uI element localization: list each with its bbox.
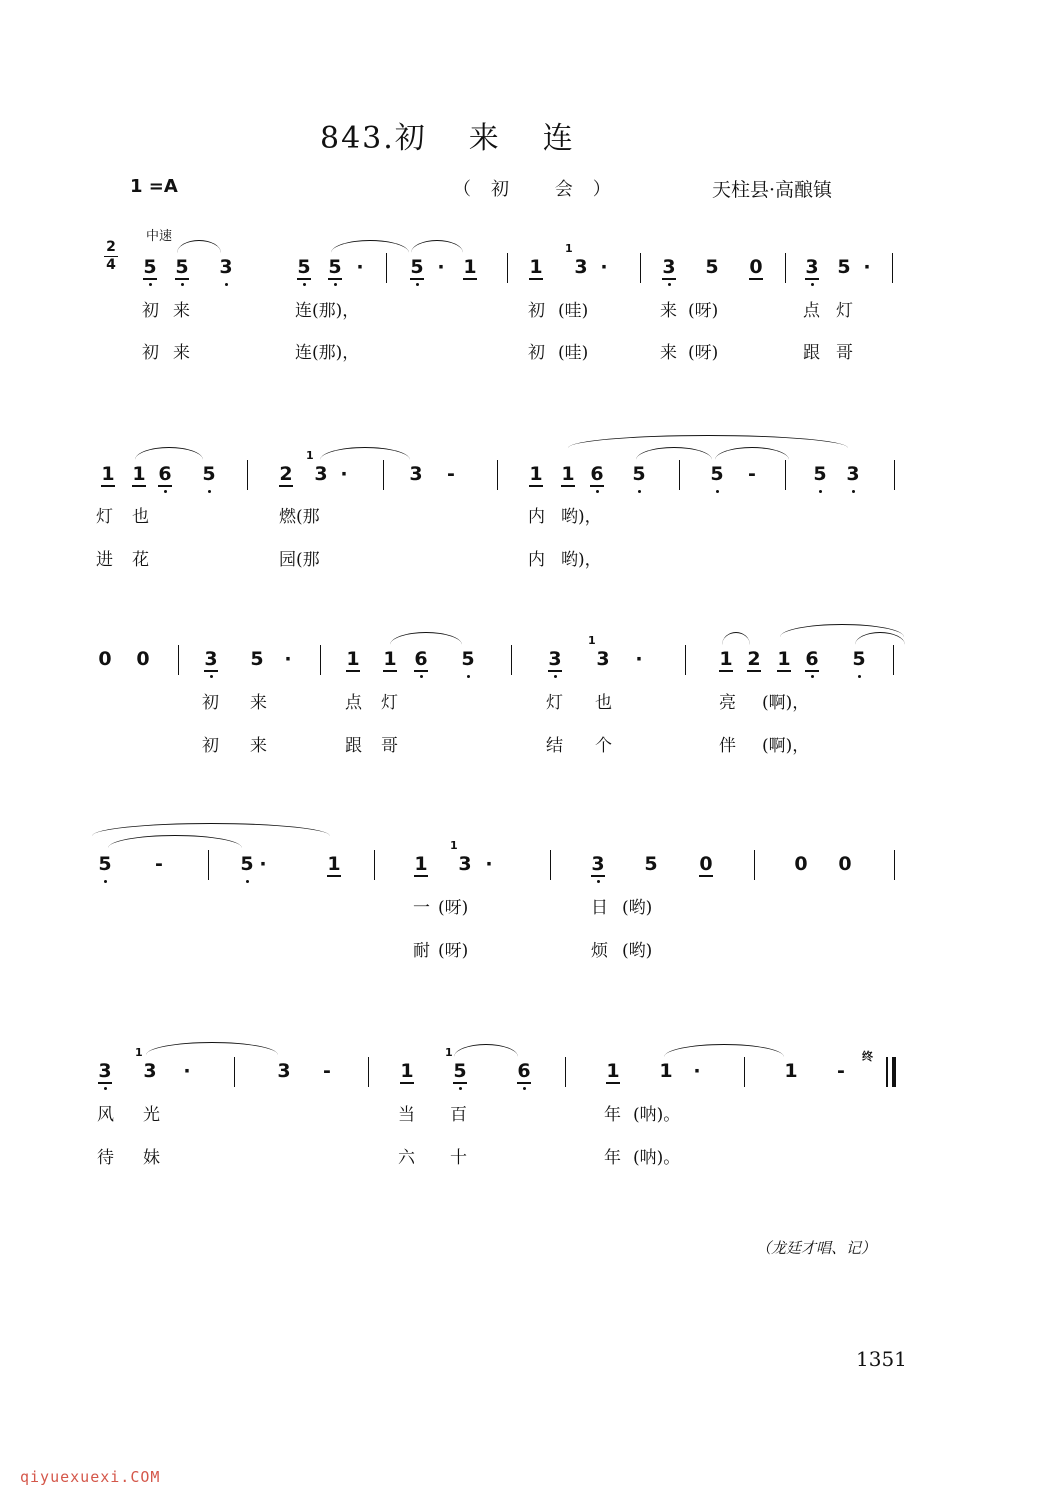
dot: · — [340, 463, 348, 485]
lyrics-verse-2-line-2 — [0, 545, 1056, 569]
slur — [135, 447, 203, 460]
lyric: (哇) — [558, 301, 589, 321]
final-barline-thin — [886, 1057, 888, 1087]
lyric: 哟)， — [561, 550, 602, 570]
note: 6 — [414, 648, 428, 670]
note: 1 — [463, 256, 477, 278]
lyric: 初 — [202, 693, 219, 713]
grace-note: 1 — [445, 1046, 453, 1059]
lyric: 初 — [528, 301, 545, 321]
barline — [368, 1057, 369, 1087]
song-title — [320, 113, 575, 157]
lyric: 个 — [595, 736, 612, 756]
lyric: 来 — [173, 343, 190, 363]
note: 3 — [662, 256, 676, 278]
slur — [568, 435, 848, 448]
performer-credit: （龙廷才唱、记） — [756, 1239, 877, 1257]
lyric: 年 — [604, 1148, 621, 1168]
lyric: (呐)。 — [633, 1105, 681, 1125]
grace-note: 1 — [135, 1046, 143, 1059]
note: 3 — [204, 648, 218, 670]
note: 1 — [327, 853, 341, 875]
barline — [550, 850, 551, 880]
note: 1 — [777, 648, 791, 670]
lyric: 来 — [660, 343, 677, 363]
lyric: 点 — [345, 693, 362, 713]
lyric: 哥 — [836, 343, 853, 363]
barline — [785, 460, 786, 490]
note: 5 — [297, 256, 311, 278]
staff-line-2 — [0, 449, 1056, 487]
dash: - — [155, 853, 163, 875]
lyric: 灯 — [381, 693, 398, 713]
barline — [511, 645, 512, 675]
lyric: (哟) — [622, 941, 653, 961]
dash: - — [748, 463, 756, 485]
note: 3 — [574, 256, 588, 278]
note: 5 — [813, 463, 827, 485]
slur — [390, 632, 462, 645]
note: 3 — [143, 1060, 157, 1082]
lyric: 待 — [97, 1148, 114, 1168]
lyric: 也 — [595, 693, 612, 713]
barline — [178, 645, 179, 675]
lyrics-verse-2-line-4 — [0, 936, 1056, 960]
lyrics-verse-2-line-1 — [0, 338, 1056, 362]
note: 0 — [749, 256, 763, 278]
lyric: 光 — [143, 1105, 160, 1125]
lyrics-verse-1-line-2 — [0, 502, 1056, 526]
dot: · — [437, 256, 445, 278]
note: 1 — [561, 463, 575, 485]
note: 2 — [279, 463, 293, 485]
lyric: 初 — [142, 301, 159, 321]
time-signature-bottom: 4 — [106, 257, 116, 273]
note: 5 — [461, 648, 475, 670]
dot: · — [284, 648, 292, 670]
rest: 0 — [699, 853, 713, 875]
title-char: 连 — [542, 121, 575, 156]
lyric: 灯 — [96, 507, 113, 527]
staff-line-3 — [0, 634, 1056, 672]
lyric: 也 — [132, 507, 149, 527]
note: 5 — [453, 1060, 467, 1082]
note: 5 — [98, 853, 112, 875]
lyric: 初 — [142, 343, 159, 363]
lyric: 哥 — [381, 736, 398, 756]
lyric: 内 — [528, 550, 545, 570]
note: 3 — [409, 463, 423, 485]
lyric: 灯 — [836, 301, 853, 321]
dot: · — [183, 1060, 191, 1082]
lyric: 连(那)， — [295, 301, 360, 321]
note: 5 — [644, 853, 658, 875]
lyric: 来 — [173, 301, 190, 321]
barline — [383, 460, 384, 490]
note: 6 — [158, 463, 172, 485]
note: 1 — [400, 1060, 414, 1082]
slur — [331, 240, 409, 253]
lyric: 妹 — [143, 1148, 160, 1168]
note: 5 — [143, 256, 157, 278]
lyric: 初 — [528, 343, 545, 363]
lyric: 内 — [528, 507, 545, 527]
note: 3 — [591, 853, 605, 875]
slur — [146, 1042, 278, 1055]
staff-line-1 — [0, 242, 1056, 280]
lyrics-verse-1-line-4 — [0, 893, 1056, 917]
note: 3 — [548, 648, 562, 670]
lyric: 烦 — [591, 941, 608, 961]
song-origin: 天柱县·高酿镇 — [712, 179, 833, 201]
slur — [722, 632, 750, 645]
dash: - — [323, 1060, 331, 1082]
lyric: 伴 — [719, 736, 736, 756]
lyric: 连(那)， — [295, 343, 360, 363]
dot: · — [259, 853, 267, 875]
lyric: 灯 — [546, 693, 563, 713]
barline — [386, 253, 387, 283]
lyrics-verse-1-line-1 — [0, 296, 1056, 320]
grace-note: 1 — [588, 634, 596, 647]
lyric: (呐)。 — [633, 1148, 681, 1168]
note: 3 — [458, 853, 472, 875]
barline — [894, 850, 895, 880]
barline — [679, 460, 680, 490]
barline — [685, 645, 686, 675]
note: 5 — [175, 256, 189, 278]
title-char: 来 — [468, 121, 501, 156]
note: 5 — [710, 463, 724, 485]
note: 1 — [414, 853, 428, 875]
note: 3 — [805, 256, 819, 278]
lyrics-verse-2-line-5 — [0, 1143, 1056, 1167]
note: 6 — [517, 1060, 531, 1082]
note: 5 — [410, 256, 424, 278]
staff-line-5 — [0, 1046, 1056, 1084]
note: 5 — [328, 256, 342, 278]
lyric: (啊)， — [762, 736, 810, 756]
slur — [715, 447, 789, 460]
lyric: (呀) — [688, 301, 719, 321]
lyric: 亮 — [719, 693, 736, 713]
note: 1 — [784, 1060, 798, 1082]
fine-mark: 终 — [862, 1050, 873, 1063]
grace-note: 1 — [450, 839, 458, 852]
barline — [892, 253, 893, 283]
lyric: 来 — [250, 736, 267, 756]
key-signature: 1 =A — [130, 176, 178, 197]
barline — [640, 253, 641, 283]
lyric: 日 — [591, 898, 608, 918]
lyric: (呀) — [688, 343, 719, 363]
lyric: 点 — [803, 301, 820, 321]
slur — [664, 1044, 784, 1057]
dot: · — [356, 256, 364, 278]
lyric: 耐 — [413, 941, 430, 961]
site-watermark: qiyuexuexi.COM — [20, 1468, 161, 1486]
grace-note: 1 — [565, 242, 573, 255]
barline — [374, 850, 375, 880]
rest: 0 — [136, 648, 150, 670]
slur — [177, 240, 221, 253]
slur — [92, 823, 330, 836]
barline — [247, 460, 248, 490]
note: 5 — [837, 256, 851, 278]
note: 1 — [529, 463, 543, 485]
lyric: 百 — [450, 1105, 467, 1125]
dash: - — [837, 1060, 845, 1082]
lyric: 进 — [96, 550, 113, 570]
note: 3 — [314, 463, 328, 485]
slur — [411, 240, 463, 253]
lyric: 年 — [604, 1105, 621, 1125]
staff-line-4 — [0, 839, 1056, 877]
dot: · — [693, 1060, 701, 1082]
note: 5 — [705, 256, 719, 278]
note: 5 — [202, 463, 216, 485]
note: 2 — [747, 648, 761, 670]
barline — [497, 460, 498, 490]
barline — [894, 460, 895, 490]
barline — [208, 850, 209, 880]
lyric: (哟) — [622, 898, 653, 918]
lyric: 园(那 — [279, 550, 320, 570]
lyric: 燃(那 — [279, 507, 320, 527]
note: 1 — [132, 463, 146, 485]
lyrics-verse-1-line-3 — [0, 688, 1056, 712]
note: 6 — [805, 648, 819, 670]
rest: 0 — [838, 853, 852, 875]
dot: · — [600, 256, 608, 278]
note: 6 — [590, 463, 604, 485]
lyric: (啊)， — [762, 693, 810, 713]
note: 5 — [632, 463, 646, 485]
lyric: 跟 — [803, 343, 820, 363]
barline — [785, 253, 786, 283]
barline — [320, 645, 321, 675]
lyrics-verse-1-line-5 — [0, 1100, 1056, 1124]
note: 5 — [852, 648, 866, 670]
lyric: 一 — [413, 898, 430, 918]
lyric: (哇) — [558, 343, 589, 363]
tempo-marking: 中速 — [146, 229, 173, 244]
note: 5 — [250, 648, 264, 670]
final-barline-thick — [892, 1057, 896, 1087]
page-number: 1351 — [856, 1347, 907, 1371]
note: 3 — [596, 648, 610, 670]
lyric: 跟 — [345, 736, 362, 756]
slur — [636, 447, 712, 460]
title-char: 初 — [394, 121, 427, 156]
lyric: 当 — [398, 1105, 415, 1125]
dot: · — [635, 648, 643, 670]
note: 3 — [98, 1060, 112, 1082]
note: 1 — [101, 463, 115, 485]
lyric: 来 — [660, 301, 677, 321]
lyric: 哟)， — [561, 507, 602, 527]
lyric: 风 — [97, 1105, 114, 1125]
lyric: 初 — [202, 736, 219, 756]
song-number: 843. — [320, 121, 395, 156]
note: 1 — [346, 648, 360, 670]
note: 3 — [219, 256, 233, 278]
barline — [893, 645, 894, 675]
dash: - — [447, 463, 455, 485]
note: 3 — [846, 463, 860, 485]
barline — [754, 850, 755, 880]
dot: · — [485, 853, 493, 875]
lyric: 花 — [132, 550, 149, 570]
grace-note: 1 — [306, 449, 314, 462]
note: 1 — [529, 256, 543, 278]
lyric: (呀) — [438, 898, 469, 918]
note: 1 — [606, 1060, 620, 1082]
note: 1 — [383, 648, 397, 670]
barline — [234, 1057, 235, 1087]
note: 1 — [719, 648, 733, 670]
slur — [454, 1044, 518, 1057]
barline — [744, 1057, 745, 1087]
rest: 0 — [794, 853, 808, 875]
note: 1 — [659, 1060, 673, 1082]
note: 3 — [277, 1060, 291, 1082]
lyric: 结 — [546, 736, 563, 756]
rest: 0 — [98, 648, 112, 670]
lyric: 来 — [250, 693, 267, 713]
song-subtitle: （初 会） — [453, 179, 631, 200]
time-signature-top: 2 — [106, 239, 116, 255]
dot: · — [863, 256, 871, 278]
slur — [108, 835, 242, 848]
slur — [320, 447, 410, 460]
lyric: 十 — [450, 1148, 467, 1168]
barline — [507, 253, 508, 283]
note: 5 — [240, 853, 254, 875]
barline — [565, 1057, 566, 1087]
lyric: (呀) — [438, 941, 469, 961]
lyrics-verse-2-line-3 — [0, 731, 1056, 755]
lyric: 六 — [398, 1148, 415, 1168]
